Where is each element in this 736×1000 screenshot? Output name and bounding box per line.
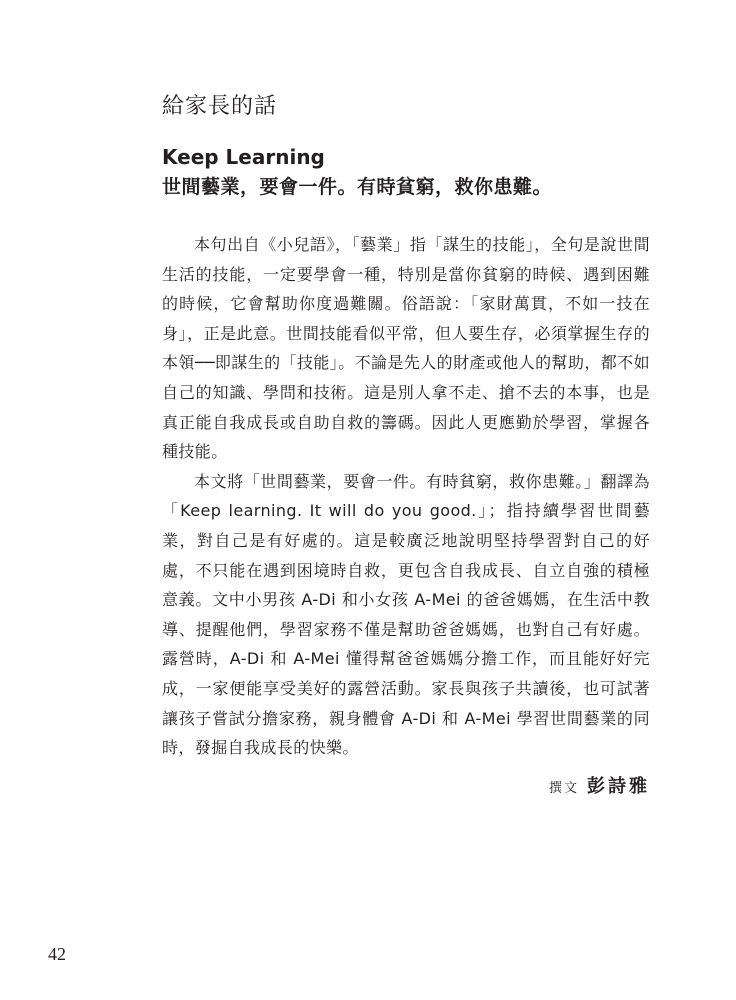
page-number: 42 — [48, 944, 66, 964]
subtitle-english: Keep Learning — [162, 145, 325, 169]
author-credit — [549, 772, 650, 798]
paragraph-2: 本文將「世間藝業，要會一件。有時貧窮，救你患難。」翻譯為「Keep learning. It will do you good.」；指持續學習世間藝業，對自己是有好處的。這是較廣泛地說明堅持學習對自己的好處，不只能在遇到困境時自救，更包含自我成長、自立自強的積極意義。文中小男孩 A-Di 和小女孩 A-Mei 的爸爸媽媽，在生活中教導、提醒他們，學習家務不僅是幫助爸爸媽媽，也對自己有好處。露營時，A-Di 和 A-Mei 懂得幫爸爸媽媽分擔工作，而且能好好完成，一家便能享受美好的露營活動。家長與孩子共讀後，也可試著讓孩子嘗試分擔家務，親身體會 A-Di 和 A-Mei 學習世間藝業的同時，發掘自我成長的快樂。 — [162, 471, 650, 758]
page-title: 給家長的話 — [162, 94, 278, 119]
author-label: 撰文 — [548, 781, 579, 796]
body-text — [162, 230, 650, 763]
author-name: 彭詩雅 — [587, 776, 650, 797]
paragraph-1: 本句出自《小兒語》，「藝業」指「謀生的技能」，全句是說世間生活的技能，一定要學會一種，特別是當你貧窮的時候、遇到困難的時候，它會幫助你度過難關。俗語說：「家財萬貫，不如一技在身」，正是此意。世間技能看似平常，但人要生存，必須掌握生存的本領──即謀生的「技能」。不論是先人的財產或他人的幫助，都不如自己的知識、學問和技術。這是別人拿不走、搶不去的本事，也是真正能自我成長或自助自救的籌碼。因此人更應勤於學習，掌握各種技能。 — [162, 235, 650, 462]
subtitle-chinese: 世間藝業，要會一件。有時貧窮，救你患難。 — [162, 176, 553, 198]
